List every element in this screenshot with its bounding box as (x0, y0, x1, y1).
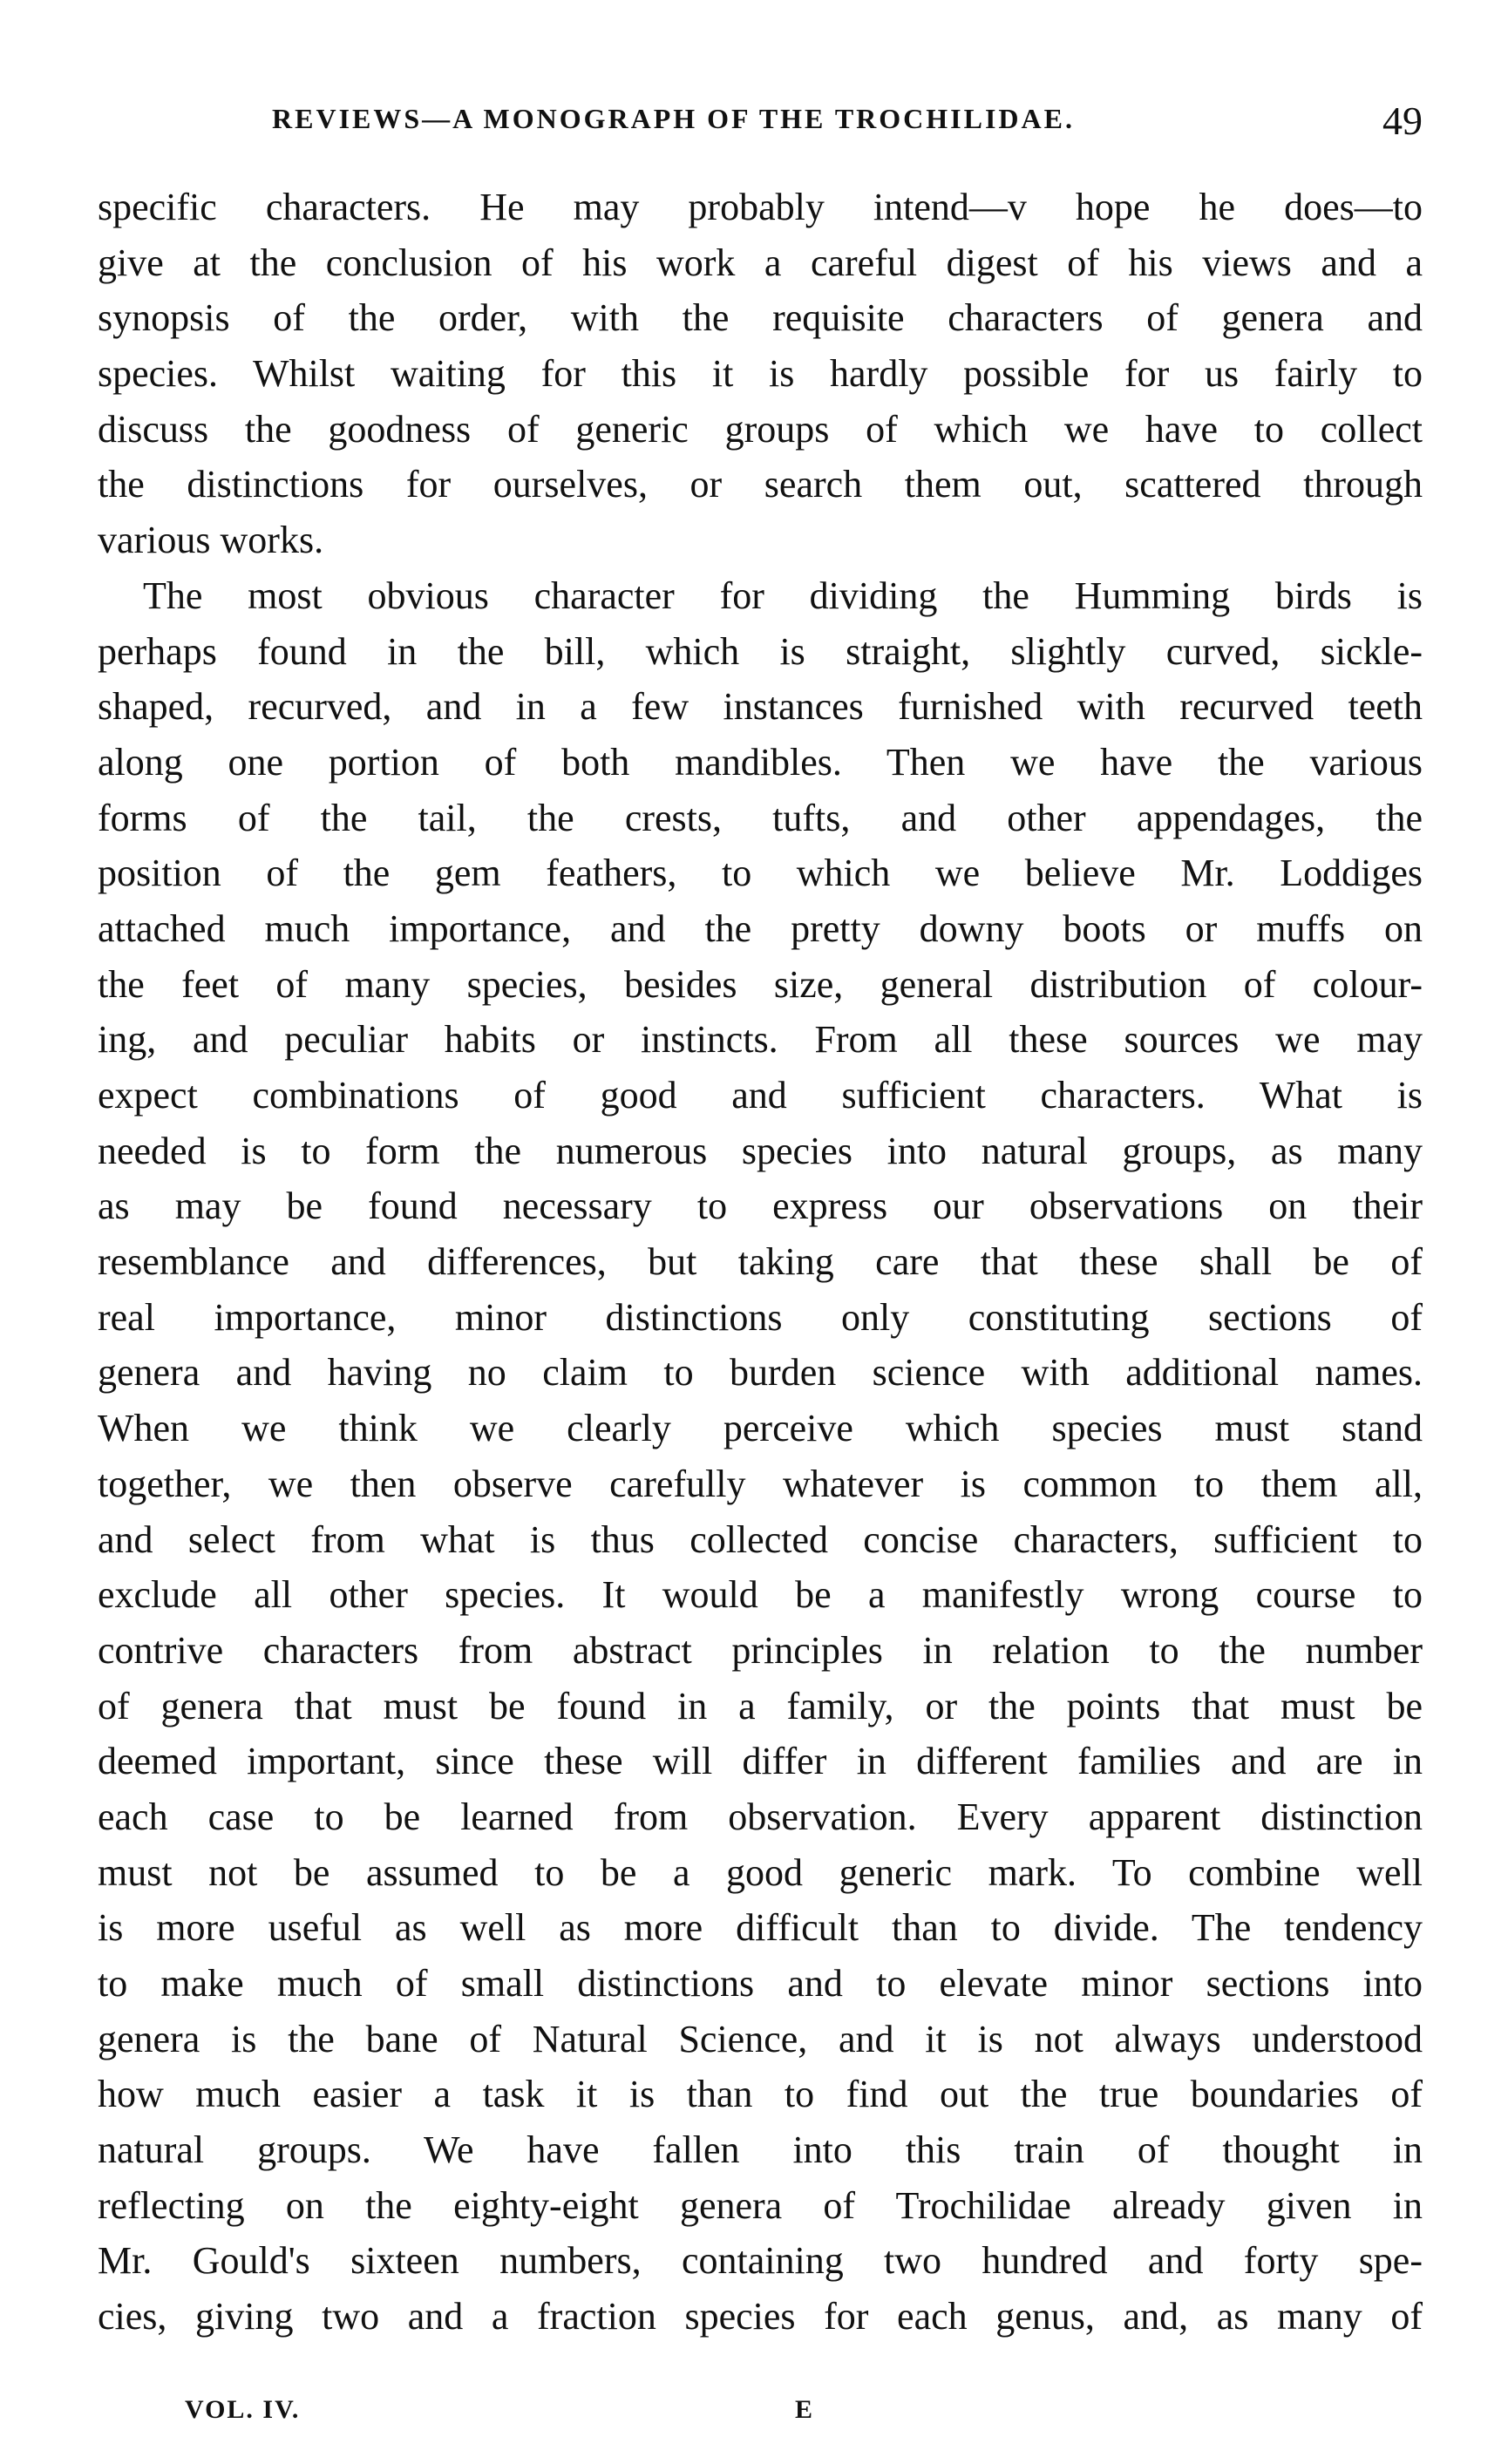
text-line: perhaps found in the bill, which is straight, slightly curved, sickle- (98, 629, 1423, 673)
text-line: forms of the tail, the crests, tufts, and other appendages, the (98, 796, 1423, 839)
text-line: resemblance and differences, but taking care that these shall be of (98, 1240, 1423, 1284)
text-line: cies, giving two and a fraction species for each genus, and, as many of (98, 2295, 1423, 2338)
running-title: REVIEWS—A MONOGRAPH OF THE TROCHILIDAE. (272, 103, 1075, 134)
text-line: exclude all other species. It would be a manifestly wrong course to (98, 1573, 1423, 1617)
text-line: needed is to form the numerous species into natural groups, as many (98, 1129, 1423, 1172)
text-line: is more useful as well as more difficult than to divide. The tendency (98, 1906, 1423, 1950)
signature-mark: E (795, 2395, 813, 2424)
text-line: must not be assumed to be a good generic mark. To combine well (98, 1850, 1423, 1894)
text-line: genera is the bane of Natural Science, and it is not always understood (98, 2017, 1423, 2060)
paragraph (98, 180, 1423, 568)
text-line: how much easier a task it is than to find out the true boundaries of (98, 2073, 1423, 2116)
text-line: genera and having no claim to burden science with additional names. (98, 1351, 1423, 1395)
body-text (98, 180, 1423, 2345)
text-line: discuss the goodness of generic groups of which we have to collect (98, 407, 1423, 451)
text-line: real importance, minor distinctions only constituting sections of (98, 1295, 1423, 1339)
page-footer (98, 2395, 1423, 2430)
text-line: deemed important, since these will differ in different families and are in (98, 1740, 1423, 1783)
text-line: together, we then observe carefully whatever is common to them all, (98, 1462, 1423, 1505)
text-line: shaped, recurved, and in a few instances furnished with recurved teeth (98, 685, 1423, 729)
text-line: Mr. Gould's sixteen numbers, containing two hundred and forty spe- (98, 2239, 1423, 2283)
text-line: synopsis of the order, with the requisite characters of genera and (98, 296, 1423, 340)
text-line: The most obvious character for dividing the Humming birds is (143, 574, 1423, 617)
text-line: contrive characters from abstract principles in relation to the number (98, 1628, 1423, 1672)
page-header (98, 98, 1423, 150)
text-line: of genera that must be found in a family, or the points that must be (98, 1684, 1423, 1728)
text-line: position of the gem feathers, to which we believe Mr. Loddiges (98, 852, 1423, 895)
volume-label: VOL. IV. (185, 2395, 301, 2424)
text-line: the distinctions for ourselves, or search them out, scattered through (98, 463, 1423, 506)
text-line: give at the conclusion of his work a careful digest of his views and a (98, 241, 1423, 284)
text-line: various works. (98, 519, 324, 562)
text-line: each case to be learned from observation. Every apparent distinction (98, 1795, 1423, 1838)
text-line: expect combinations of good and sufficient characters. What is (98, 1074, 1423, 1117)
paragraph (98, 568, 1423, 2345)
text-line: to make much of small distinctions and to elevate minor sections into (98, 1962, 1423, 2005)
text-line: the feet of many species, besides size, general distribution of colour- (98, 962, 1423, 1006)
text-line: specific characters. He may probably intend—v hope he does—to (98, 186, 1423, 228)
text-line: as may be found necessary to express our observations on their (98, 1184, 1423, 1228)
text-line: When we think we clearly perceive which species must stand (98, 1407, 1423, 1450)
text-line: species. Whilst waiting for this it is hardly possible for us fairly to (98, 352, 1423, 396)
text-line: along one portion of both mandibles. Then we have the various (98, 740, 1423, 784)
page-number: 49 (1382, 98, 1423, 143)
text-line: attached much importance, and the pretty downy boots or muffs on (98, 906, 1423, 950)
text-line: and select from what is thus collected concise characters, sufficient to (98, 1517, 1423, 1561)
text-line: ing, and peculiar habits or instincts. From all these sources we may (98, 1018, 1423, 1062)
text-line: natural groups. We have fallen into this train of thought in (98, 2128, 1423, 2172)
text-line: reflecting on the eighty-eight genera of Trochilidae already given in (98, 2183, 1423, 2227)
